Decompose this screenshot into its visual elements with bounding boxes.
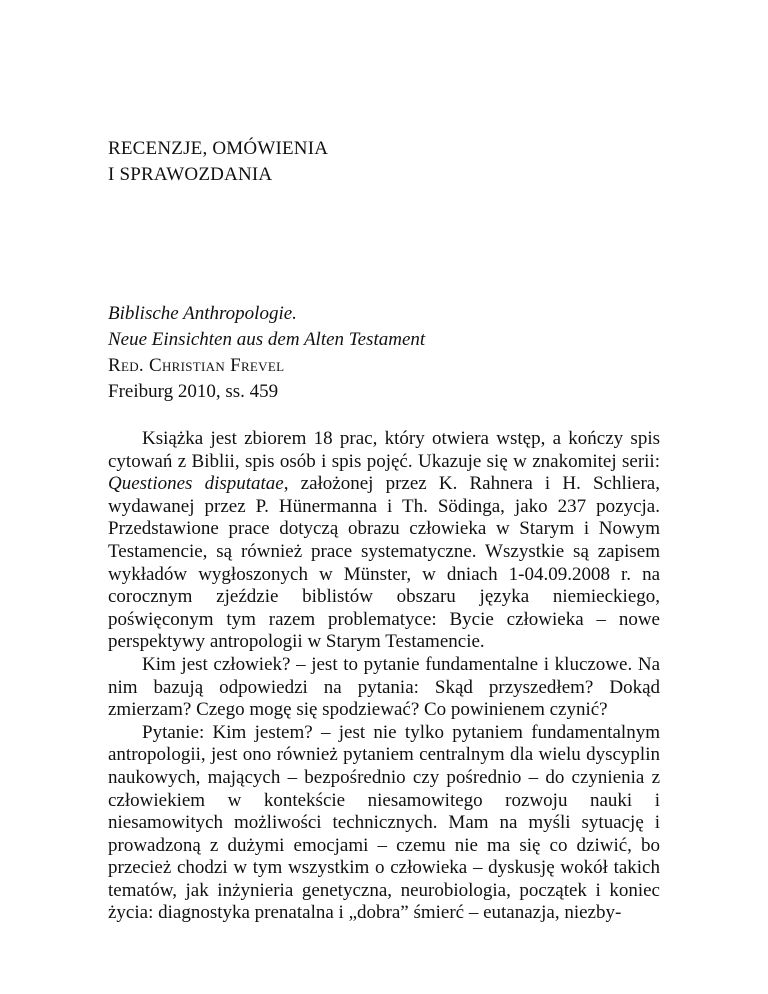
section-heading-line-2: I SPRAWOZDANIA — [108, 164, 273, 185]
book-editor: Red. Christian Frevel — [108, 355, 285, 376]
series-name: Questiones disputatae — [108, 473, 284, 495]
paragraph-1 — [108, 428, 660, 654]
book-title-line-2: Neue Einsichten aus dem Alten Testament — [108, 329, 426, 350]
paragraph-1-after: , założonej przez K. Rahnera i H. Schliera, wydawanej przez P. Hünermanna i Th. Södinga, jako 237 pozycja. Przedstawione prace dotyczą obrazu człowieka w Starym i Nowym Testamencie, są również prace systematyczne. Wszystkie są zapisem wykładów wygłoszonych w Münster, w dniach 1-04.09.2008 r. na corocznym zjeździe biblistów obszaru języka niemieckiego, poświęconym tym razem problematyce: Bycie człowieka – nowe perspektywy antropologii w Starym Testamencie. — [108, 473, 660, 653]
book-title-line-1: Biblische Anthropologie. — [108, 303, 297, 324]
review-body — [108, 428, 660, 925]
paragraph-1-before: Książka jest zbiorem 18 prac, który otwiera wstęp, a kończy spis cytowań z Biblii, spis osób i spis pojęć. Ukazuje się w znakomitej serii: — [108, 428, 660, 472]
paragraph-2: Kim jest człowiek? – jest to pytanie fundamentalne i kluczowe. Na nim bazują odpowiedzi na pytania: Skąd przyszedłem? Dokąd zmierzam? Czego mogę się spodziewać? Co powinienem czynić? — [108, 653, 660, 721]
book-reference — [108, 301, 425, 405]
book-publication: Freiburg 2010, ss. 459 — [108, 381, 279, 402]
section-heading-line-1: RECENZJE, OMÓWIENIA — [108, 138, 329, 159]
section-heading — [108, 136, 328, 188]
paragraph-3: Pytanie: Kim jestem? – jest nie tylko pytaniem fundamentalnym antropologii, jest ono również pytaniem centralnym dla wielu dyscyplin naukowych, mających – bezpośrednio czy pośrednio – do czynienia z człowiekiem w kontekście niesamowitego rozwoju nauki i niesamowitych możliwości technicznych. Mam na myśli sytuację i prowadzoną z dużymi emocjami – czemu nie ma się co dziwić, bo przecież chodzi w tym wszystkim o człowieka – dyskusję wokół takich tematów, jak inżynieria genetyczna, neurobiologia, początek i koniec życia: diagnostyka prenatalna i „dobra” śmierć – eutanazja, niezby- — [108, 721, 660, 924]
